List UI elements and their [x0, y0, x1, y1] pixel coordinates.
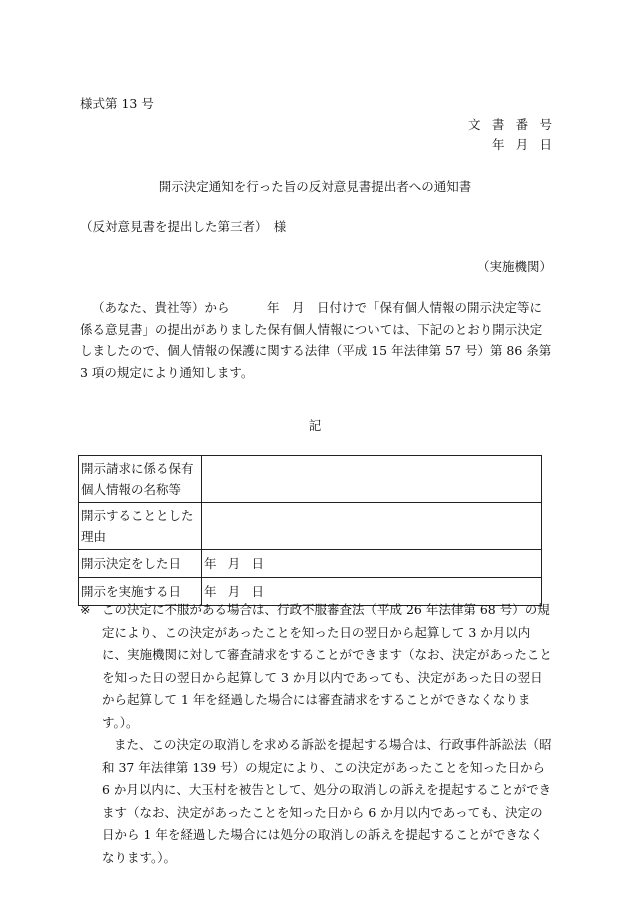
issue-date-label: 年月日 [492, 137, 552, 152]
body-paragraph: （あなた、貴社等）から 年 月 日付けで「保有個人情報の開示決定等に係る意見書」の提出がありました保有個人情報については、下記のとおり開示決定しましたので、個人情報の保護に関する法律（平成 15 年法律第 57 号）第 86 条第 3 項の規定により通知します。 [80, 300, 552, 380]
table-row [79, 550, 542, 578]
decision-date-placeholder: 年月日 [204, 556, 264, 571]
ki-heading: 記 [308, 418, 322, 433]
decision-info-table [78, 455, 542, 606]
row-label-information-name: 開示請求に係る保有個人情報の名称等 [79, 456, 202, 503]
note-mark: ※ [80, 602, 91, 617]
document-title: 開示決定通知を行った旨の反対意見書提出者への通知書 [158, 179, 472, 194]
table-row [79, 503, 542, 550]
row-label-decision-date: 開示決定をした日 [79, 550, 202, 578]
row-label-implementation-date: 開示を実施する日 [79, 578, 202, 606]
addressee: （反対意見書を提出した第三者） 様 [80, 219, 287, 234]
appeal-notice [80, 599, 552, 869]
row-value-decision-date [202, 550, 542, 578]
table-row [79, 456, 542, 503]
document-number-label: 文書番号 [468, 117, 552, 132]
row-value-disclosure-reason [202, 503, 542, 550]
appeal-review-paragraph: この決定に不服がある場合は、行政不服審査法（平成 26 年法律第 68 号）の規定により、この決定があったことを知った日の翌日から起算して 3 か月以内に、実施機関に対して審査請求をすることができます（なお、決定があったことを知った日の翌日から起算して 3 か月以内であっても、決定があった日の翌日から起算して 1 年を経過した場合には審査請求をすることができなくなります。）。 [102, 602, 552, 730]
row-value-information-name [202, 456, 542, 503]
lawsuit-paragraph: また、この決定の取消しを求める訴訟を提起する場合は、行政事件訴訟法（昭和 37 年法律第 139 号）の規定により、この決定があったことを知った日から 6 か月以内に、大玉村を被告として、処分の取消しの訴えを提起することができます（なお、決定があったことを知った日から 6 か月以内であっても、決定の日から 1 年を経過した場合には処分の取消しの訴えを提起することができなくなります。）。 [102, 737, 552, 865]
row-label-disclosure-reason: 開示することとした理由 [79, 503, 202, 550]
sender-organization: （実施機関） [476, 259, 552, 274]
form-number: 様式第 13 号 [80, 96, 154, 111]
implementation-date-placeholder: 年月日 [204, 584, 264, 599]
